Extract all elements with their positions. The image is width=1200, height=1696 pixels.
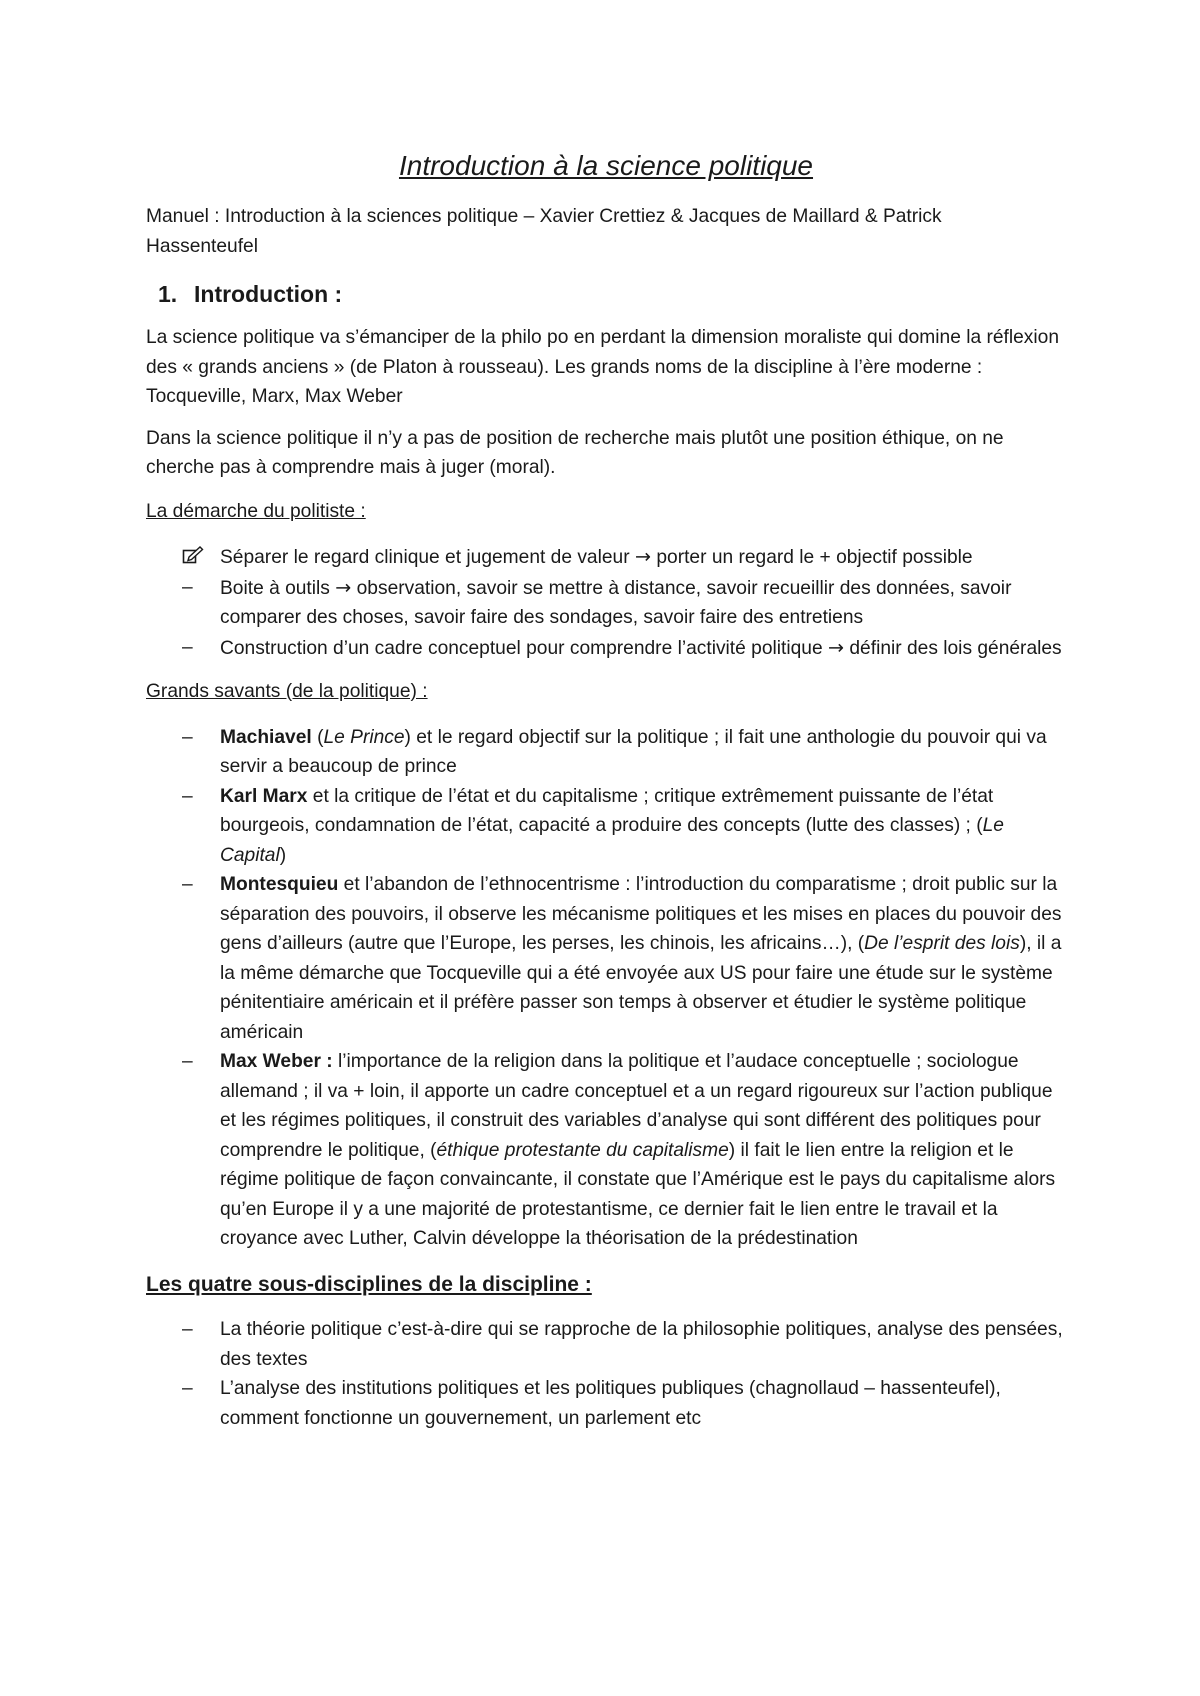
dash-bullet: – (182, 636, 193, 658)
author-name: Montesquieu (220, 874, 339, 895)
arrow-right-icon: → (827, 635, 845, 659)
author-name: Karl Marx (220, 785, 308, 807)
list-item: – Boite à outils → observation, savoir se mettre à distance, savoir recueillir des données, savoir comparer des choses, savoir faire des sondages, savoir faire des entretiens (146, 573, 1066, 633)
list-item: – Machiavel (Le Prince) et le regard objectif sur la politique ; il fait une anthologie du pouvoir qui va servir a beaucoup de prince (146, 723, 1066, 782)
author-name: Max Weber : (220, 1051, 333, 1072)
manuel-line-1: Manuel : Introduction à la sciences politique – Xavier Crettiez & Jacques de Maillard & Patrick (146, 206, 942, 227)
sous-disciplines-list (146, 1315, 1066, 1433)
section-heading-introduction (146, 279, 1066, 309)
demarche-list (146, 542, 1066, 663)
checkbox-pencil-icon (182, 542, 212, 572)
list-item: Séparer le regard clinique et jugement de valeur → porter un regard le + objectif possible (146, 542, 1066, 573)
dash-bullet: – (182, 576, 193, 598)
dash-bullet: – (182, 726, 193, 748)
arrow-right-icon: → (335, 575, 352, 599)
work-title: Le Capital (220, 815, 1004, 866)
arrow-right-icon: → (634, 545, 652, 568)
manuel-reference (146, 202, 1066, 261)
sous-disciplines-heading: Les quatre sous-disciplines de la discipline : (146, 1272, 592, 1296)
savants-list (146, 723, 1066, 1254)
list-item: – Max Weber : l’importance de la religion dans la politique et l’audace conceptuelle ; sociologue allemand ; il va + loin, il apporte un cadre conceptuel et a un regard rigoureux sur l’action publique et les régimes politiques, il construit des variables d’analyse qui sont différent des politiques pour comprendre le politique, (éthique protestante du capitalisme) il fait le lien entre la religion et le régime politique de façon convaincante, il constate que l’Amérique est le pays du capitalisme alors qu’en Europe il y a une majorité de protestantisme, ce dernier fait le lien entre le travail et la croyance avec Luther, Calvin développe la théorisation de la prédestination (146, 1047, 1066, 1254)
dash-bullet: – (182, 785, 193, 807)
savants-heading: Grands savants (de la politique) : (146, 681, 428, 702)
dash-bullet: – (182, 1378, 193, 1399)
demarche-heading: La démarche du politiste : (146, 500, 366, 522)
list-item: – Montesquieu et l’abandon de l’ethnocentrisme : l’introduction du comparatisme ; droit public sur la séparation des pouvoirs, il observe les mécanisme politiques et les mises en places du pouvoir des gens d’ailleurs (autre que l’Europe, les perses, les chinois, les africains…), (De l’esprit des lois), il a la même démarche que Tocqueville qui a été envoyée aux US pour faire une étude sur le système pénitentiaire américain et il préfère passer son temps à observer et étudier le système politique américain (146, 870, 1066, 1047)
list-item: – Construction d’un cadre conceptuel pour comprendre l’activité politique → définir des lois générales (146, 633, 1066, 664)
work-title: Le Prince (323, 726, 405, 748)
list-item: – Karl Marx et la critique de l’état et du capitalisme ; critique extrêmement puissante de l’état bourgeois, condamnation de l’état, capacité a produire des concepts (lutte des classes) ; (Le Capital) (146, 782, 1066, 871)
section-number: 1. (158, 281, 178, 307)
intro-paragraph-2: Dans la science politique il n’y a pas de position de recherche mais plutôt une position éthique, on ne cherche pas à comprendre mais à juger (moral). (146, 427, 1004, 478)
document-title: Introduction à la science politique (398, 150, 814, 181)
manuel-line-2: Hassenteufel (146, 235, 258, 257)
work-title: éthique protestante du capitalisme (436, 1139, 729, 1161)
dash-bullet: – (182, 1051, 193, 1072)
section-heading-text: Introduction : (194, 281, 343, 307)
intro-paragraph-1: La science politique va s’émanciper de la philo po en perdant la dimension moraliste qui domine la réflexion des « grands anciens » (de Platon à rousseau). Les grands noms de la discipline à l’ère moderne : Tocqueville, Marx, Max Weber (146, 327, 1060, 407)
author-name: Machiavel (220, 726, 312, 748)
list-item: – La théorie politique c’est-à-dire qui se rapproche de la philosophie politiques, analyse des pensées, des textes (146, 1315, 1066, 1374)
work-title: De l’esprit des lois (864, 933, 1020, 954)
document-body (146, 148, 1066, 1445)
list-item: – L’analyse des institutions politiques et les politiques publiques (chagnollaud – hassenteufel), comment fonctionne un gouvernement, un parlement etc (146, 1374, 1066, 1433)
dash-bullet: – (182, 1319, 193, 1340)
dash-bullet: – (182, 874, 193, 895)
